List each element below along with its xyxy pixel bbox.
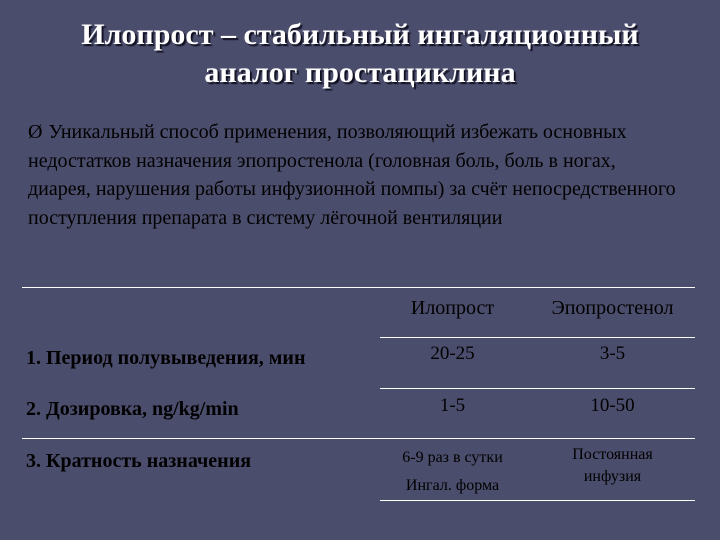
slide-title: [0, 16, 720, 92]
header-iloprost: Илопрост: [410, 297, 495, 319]
row-rule-1: [380, 388, 695, 389]
bullet-arrow-icon: Ø: [28, 121, 43, 143]
row1-iloprost: 20-25: [430, 343, 475, 364]
row3-iloprost-line1: 6-9 раз в сутки: [402, 449, 503, 466]
bullet-text: Уникальный способ применения, позволяющий избежать основных недостатков назначения эпопростенола (головная боль, боль в ногах, диарея, нарушения работы инфузионной помпы) за счёт непосредственного поступления препарата в систему лёгочной вентиляции: [28, 121, 676, 229]
row3-iloprost-line2: Ингал. форма: [405, 477, 500, 494]
row-rule-2: [22, 438, 695, 439]
table-top-rule: [22, 287, 695, 288]
title-line-2: аналог простациклина: [204, 56, 516, 89]
row-label-3: 3. Кратность назначения: [26, 450, 252, 472]
row3-epoprostenol-line2: инфузия: [583, 468, 642, 485]
header-epoprostenol: Эпопростенол: [551, 297, 674, 319]
row3-epoprostenol: [530, 444, 695, 488]
row3-epoprostenol-line1: Постоянная: [572, 446, 653, 463]
row3-iloprost: [380, 444, 525, 500]
row1-epoprostenol: 3-5: [599, 343, 626, 364]
row2-epoprostenol: 10-50: [590, 395, 635, 416]
table-header-rule: [380, 337, 695, 338]
row-label-2: 2. Дозировка, ng/kg/min: [26, 398, 239, 420]
row2-iloprost: 1-5: [439, 395, 466, 416]
table-bottom-rule: [380, 500, 695, 501]
row-label-1: 1. Период полувыведения, мин: [26, 347, 306, 369]
title-line-1: Илопрост – стабильный ингаляционный: [81, 18, 639, 51]
bullet-paragraph: [28, 118, 678, 232]
